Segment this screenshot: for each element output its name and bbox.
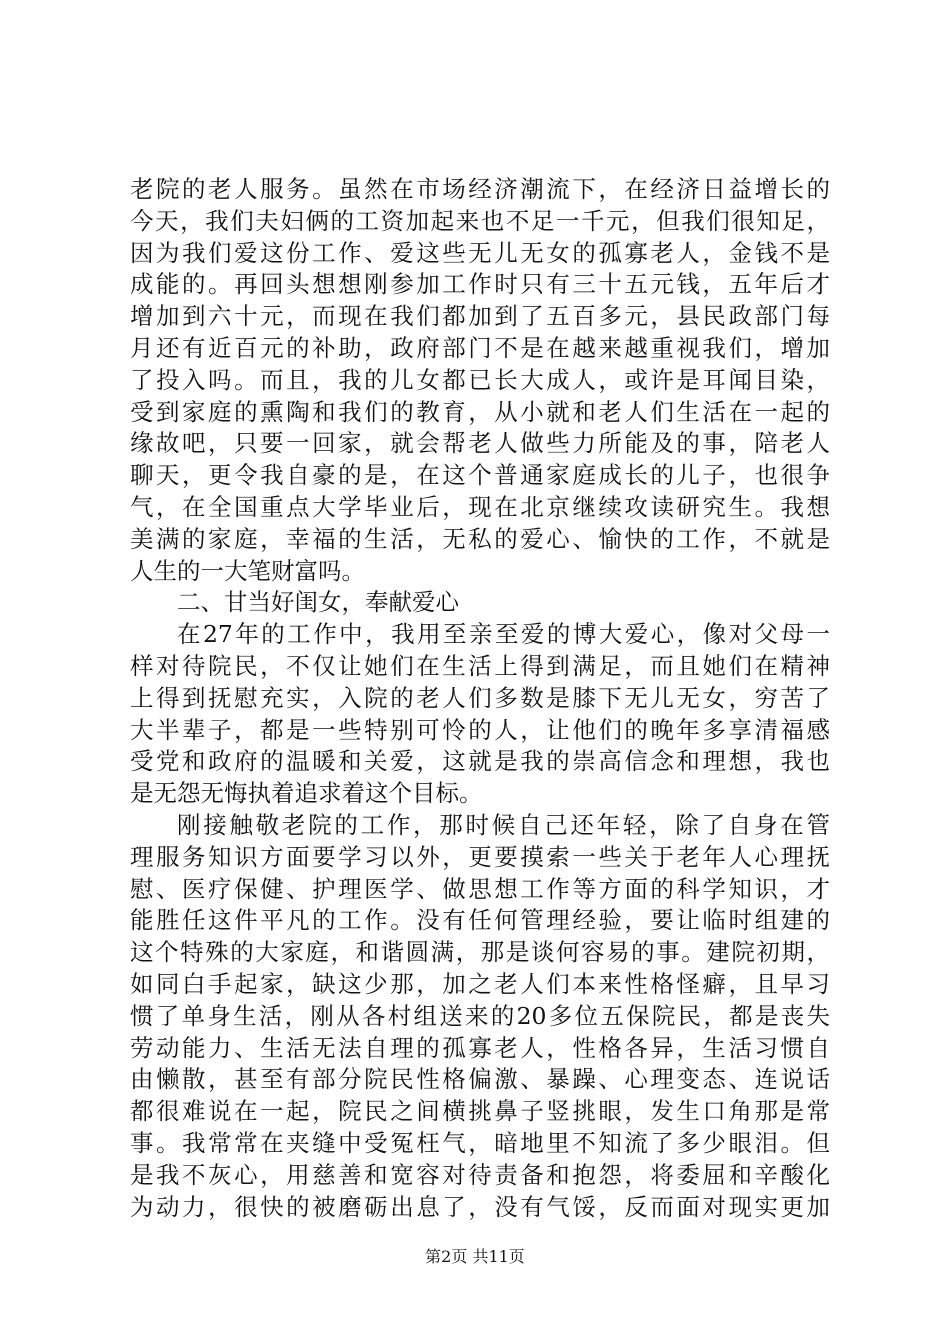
text-line: 大半辈子，都是一些特别可怜的人，让他们的晚年多享清福感 <box>130 715 830 744</box>
text-line: 人生的一大笔财富吗。 <box>130 556 365 585</box>
text-line: 受到家庭的熏陶和我们的教育，从小就和老人们生活在一起的 <box>130 397 830 426</box>
text-line: 今天，我们夫妇俩的工资加起来也不足一千元，但我们很知足， <box>130 206 830 235</box>
page-footer: 第2页 共11页 <box>425 1247 525 1266</box>
text-line: 在27年的工作中，我用至亲至爱的博大爱心，像对父母一 <box>177 620 830 649</box>
text-line: 月还有近百元的补助，政府部门不是在越来越重视我们，增加 <box>130 333 830 362</box>
text-line: 是我不灰心，用慈善和宽容对待责备和抱怨，将委屈和辛酸化 <box>130 1160 830 1189</box>
text-line: 刚接触敬老院的工作，那时候自己还年轻，除了自身在管 <box>177 810 830 839</box>
text-line: 慰、医疗保健、护理医学、做思想工作等方面的科学知识，才 <box>130 874 830 903</box>
text-line: 二、甘当好闺女，奉献爱心 <box>177 588 459 617</box>
text-line: 理服务知识方面要学习以外，更要摸索一些关于老年人心理抚 <box>130 842 830 871</box>
text-line: 老院的老人服务。虽然在市场经济潮流下，在经济日益增长的 <box>130 175 830 203</box>
text-line: 成能的。再回头想想刚参加工作时只有三十五元钱，五年后才 <box>130 270 830 299</box>
text-line: 美满的家庭，幸福的生活，无私的爱心、愉快的工作，不就是 <box>130 524 830 553</box>
text-line: 都很难说在一起，院民之间横挑鼻子竖挑眼，发生口角那是常 <box>130 1097 830 1126</box>
text-line: 上得到抚慰充实，入院的老人们多数是膝下无儿无女，穷苦了 <box>130 683 830 712</box>
text-line: 因为我们爱这份工作、爱这些无儿无女的孤寡老人，金钱不是 <box>130 238 830 267</box>
text-line: 惯了单身生活，刚从各村组送来的20多位五保院民，都是丧失 <box>130 1001 830 1030</box>
text-line: 了投入吗。而且，我的儿女都已长大成人，或许是耳闻目染， <box>130 365 830 394</box>
text-line: 为动力，很快的被磨砺出息了，没有气馁，反而面对现实更加 <box>130 1192 830 1221</box>
text-line: 这个特殊的大家庭，和谐圆满，那是谈何容易的事。建院初期， <box>130 938 830 967</box>
text-line: 受党和政府的温暖和关爱，这就是我的崇高信念和理想，我也 <box>130 747 830 776</box>
text-line: 是无怨无悔执着追求着这个目标。 <box>130 779 483 808</box>
text-line: 缘故吧，只要一回家，就会帮老人做些力所能及的事，陪老人 <box>130 429 830 458</box>
text-line: 劳动能力、生活无法自理的孤寡老人，性格各异，生活习惯自 <box>130 1033 830 1062</box>
text-line: 由懒散，甚至有部分院民性格偏激、暴躁、心理变态、连说话 <box>130 1065 830 1094</box>
text-line: 增加到六十元，而现在我们都加到了五百多元，县民政部门每 <box>130 302 830 331</box>
text-line: 能胜任这件平凡的工作。没有任何管理经验，要让临时组建的 <box>130 906 830 935</box>
text-line: 聊天，更令我自豪的是，在这个普通家庭成长的儿子，也很争 <box>130 461 830 490</box>
text-line: 样对待院民，不仅让她们在生活上得到满足，而且她们在精神 <box>130 651 830 680</box>
text-line: 气，在全国重点大学毕业后，现在北京继续攻读研究生。我想 <box>130 492 830 521</box>
document-body <box>130 174 830 1223</box>
text-line: 事。我常常在夹缝中受冤枉气，暗地里不知流了多少眼泪。但 <box>130 1128 830 1157</box>
text-line: 如同白手起家，缺这少那，加之老人们本来性格怪癖，且早习 <box>130 969 830 998</box>
